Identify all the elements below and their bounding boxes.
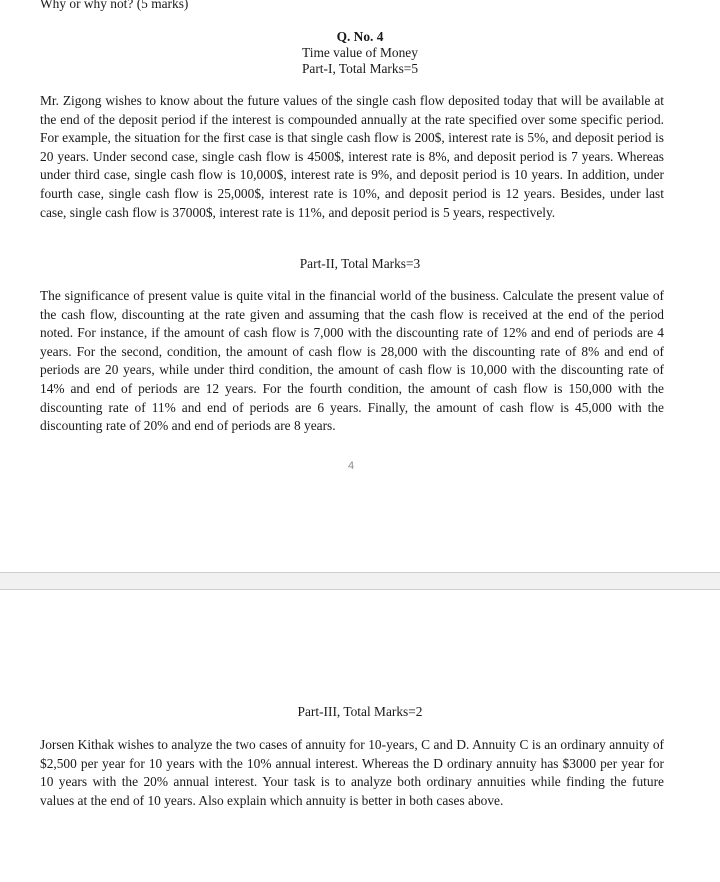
document-page-5 xyxy=(0,590,720,882)
part1-heading: Part-I, Total Marks=5 xyxy=(301,61,419,76)
question-number: Q. No. 4 xyxy=(336,29,384,44)
part2-paragraph: The significance of present value is quite vital in the financial world of the business. Calculate the present value of the cash flow, discounting at the rate given and assuming that the cash flow is received at the end of the period noted. For instance, if the amount of cash flow is 7,000 with the discounting rate of 12% and end of periods are 4 years. For the second, condition, the amount of cash flow is 28,000 with the discounting rate of 8% and end of periods are 20 years, while under third condition, the amount of cash flow is 10,000 with the discounting rate of 14% and end of periods are 12 years. For the fourth condition, the amount of cash flow is 150,000 with the discounting rate of 11% and end of periods are 6 years. Finally, the amount of cash flow is 45,000 with the discounting rate of 20% and end of periods are 8 years. xyxy=(40,288,664,434)
part2-heading: Part-II, Total Marks=3 xyxy=(299,256,421,271)
question-heading xyxy=(0,29,720,77)
question-topic: Time value of Money xyxy=(302,45,418,60)
part3-paragraph: Jorsen Kithak wishes to analyze the two cases of annuity for 10-years, C and D. Annuity C is an ordinary annuity of $2,500 per year for 10 years with the 10% annual interest. Whereas the D ordinary annuity has $3000 per year for 10 years with the 20% annual interest. Your task is to analyze both ordinary annuities while finding the future values at the end of 10 years. Also explain which annuity is better in both cases above. xyxy=(40,737,664,808)
part1-paragraph: Mr. Zigong wishes to know about the future values of the single cash flow deposited today that will be available at the end of the deposit period if the interest is compounded annually at the rate specified over some specific period. For example, the situation for the first case is that single cash flow is 200$, interest rate is 5%, and deposit period is 20 years. Under second case, single cash flow is 4500$, interest rate is 8%, and deposit period is 7 years. Whereas under third case, single cash flow is 10,000$, interest rate is 9%, and deposit period is 10 years. In addition, under fourth case, single cash flow is 25,000$, interest rate is 10%, and deposit period is 12 years. Besides, under last case, single cash flow is 37000$, interest rate is 11%, and deposit period is 5 years, respectively. xyxy=(40,93,664,220)
previous-question-tail: Why or why not? (5 marks) xyxy=(40,0,189,11)
page-number: 4 xyxy=(347,460,355,472)
page-separator xyxy=(0,572,720,590)
part3-heading: Part-III, Total Marks=2 xyxy=(297,704,423,719)
